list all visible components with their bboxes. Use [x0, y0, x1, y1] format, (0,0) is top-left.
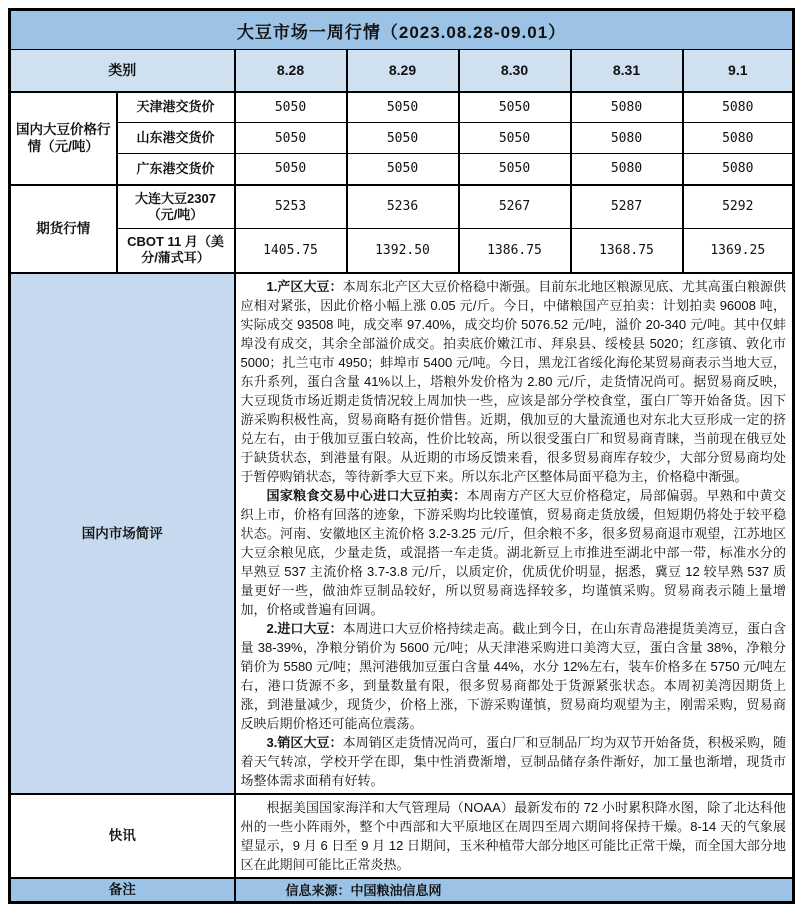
- cell-value: 5050: [347, 123, 459, 154]
- commentary-paragraph-3-body: 本周进口大豆价格持续走高。截止到今日，在山东青岛港提货美湾豆，蛋白含量 38-39%，净粮分销价为 5600 元/吨；从天津港采购进口美湾大豆，蛋白含量 38%，净粮分销价为 5580 元/吨；黑河港俄加豆蛋白含量 44%，水分 12%左右，装车价格多在 5750 元/吨左右，港口货源不多，到量数量有限，很多贸易商都处于货源紧张状态。本周初美湾因期货上涨，到港量减少，现货少，价格上涨，下游采购谨慎，贸易商均观望为主，刚需采购，贸易商反映后期价格还可能高位震荡。: [240, 620, 787, 731]
- table-row-shandong: [10, 123, 794, 154]
- cell-value: 1392.50: [347, 229, 459, 273]
- commentary-paragraph-1-body: 本周东北产区大豆价格稳中渐强。目前东北地区粮源见底、尤其高蛋白粮源供应相对紧张，因此价格小幅上涨 0.05 元/斤。今日，中储粮国产豆拍卖：计划拍卖 96008 吨，实际成交 93508 吨，成交率 97.40%，成交均价 5076.52 元/吨，溢价 20-340 元/吨。其中仅蚌埠没有成交，其余全部溢价成交。拍卖底价嫩江市、拜泉县、绥棱县 5020；红彦镇、敦化市 5000；扎兰屯市 4950；蚌埠市 5400 元/吨。今日，黑龙江省绥化海伦某贸易商表示当地大豆，东升系列，蛋白含量 41%以上，塔粮外发价格为 2.80 元/斤，走货情况尚可。据贸易商反映，大豆现货市场近期走货情况较上周加快一些，应该是部分学校食堂，蛋白厂等开始备货。因下游采购积极性高，贸易商略有挺价惜售。近期，俄加豆的大量流通也对东北大豆形成一定的挤兑左右，由于俄加豆蛋白较高，性价比较高，所以很受蛋白厂和贸易商青睐，当前现在俄豆处于缺货状态，到港量有限。从近期的市场反馈来看，很多贸易商库存较少，大部分贸易商均处于暂停购销状态，等待新季大豆下来。所以东北产区整体局面平稳为主，价格稳中渐强。: [240, 278, 787, 484]
- section-label-commentary: 国内市场简评: [10, 273, 235, 794]
- column-header-category: 类别: [10, 50, 235, 92]
- cell-value: 1405.75: [235, 229, 347, 273]
- section-label-express: 快讯: [10, 794, 235, 878]
- cell-value: 5253: [235, 185, 347, 229]
- row-label-shandong: 山东港交货价: [117, 123, 235, 154]
- cell-value: 5050: [347, 92, 459, 123]
- row-label-tianjin: 天津港交货价: [117, 92, 235, 123]
- title-row: [10, 10, 794, 50]
- commentary-text: [235, 273, 794, 794]
- commentary-row: [10, 273, 794, 794]
- table-row-cbot: [10, 229, 794, 273]
- column-header-date-3: 8.30: [459, 50, 571, 92]
- cell-value: 1368.75: [571, 229, 683, 273]
- express-paragraph: 根据美国国家海洋和大气管理局（NOAA）最新发布的 72 小时累积降水图，除了北达科他州的一些小阵雨外，整个中西部和大平原地区在周四至周六期间将保持干燥。8-14 天的气象展望显示，9 月 6 日至 9 月 12 日期间，玉米种植带大部分地区可能比正常干燥，而全国大部分地区在此期间可能比正常炎热。: [240, 799, 787, 872]
- cell-value: 5080: [571, 123, 683, 154]
- header-row: [10, 50, 794, 92]
- cell-value: 5050: [459, 123, 571, 154]
- cell-value: 5050: [459, 154, 571, 185]
- cell-value: 5080: [683, 92, 794, 123]
- soybean-weekly-table: [8, 8, 795, 904]
- commentary-paragraph-4-body: 本周销区走货情况尚可，蛋白厂和豆制品厂均为双节开始备货，积极采购，随着天气转凉，学校开学在即，集中性消费渐增，豆制品储存条件渐好，加工量也渐增，现货市场整体需求面稍有好转。: [240, 734, 787, 788]
- report-title: 大豆市场一周行情（2023.08.28-09.01）: [10, 10, 794, 50]
- cell-value: 5080: [683, 154, 794, 185]
- row-label-dalian: 大连大豆2307（元/吨）: [117, 185, 235, 229]
- report-sheet: [8, 8, 792, 904]
- table-row-dalian: [10, 185, 794, 229]
- cell-value: 5050: [459, 92, 571, 123]
- cell-value: 5080: [571, 154, 683, 185]
- cell-value: 5050: [235, 123, 347, 154]
- row-label-guangdong: 广东港交货价: [117, 154, 235, 185]
- column-header-date-2: 8.29: [347, 50, 459, 92]
- info-source: 信息来源：中国粮油信息网: [235, 878, 794, 903]
- column-header-date-4: 8.31: [571, 50, 683, 92]
- commentary-paragraph-3: [241, 619, 787, 733]
- cell-value: 5287: [571, 185, 683, 229]
- cell-value: 5050: [347, 154, 459, 185]
- table-row-guangdong: [10, 154, 794, 185]
- cell-value: 5050: [235, 154, 347, 185]
- cell-value: 5267: [459, 185, 571, 229]
- cell-value: 1386.75: [459, 229, 571, 273]
- commentary-paragraph-4-lead: 3.销区大豆：: [266, 734, 343, 750]
- commentary-paragraph-3-lead: 2.进口大豆：: [266, 620, 343, 636]
- commentary-paragraph-1: [241, 277, 787, 486]
- note-row: [10, 878, 794, 903]
- express-row: [10, 794, 794, 878]
- cell-value: 1369.25: [683, 229, 794, 273]
- cell-value: 5080: [571, 92, 683, 123]
- column-header-date-5: 9.1: [683, 50, 794, 92]
- express-text: [235, 794, 794, 878]
- cell-value: 5236: [347, 185, 459, 229]
- cell-value: 5080: [683, 123, 794, 154]
- commentary-paragraph-1-lead: 1.产区大豆：: [266, 278, 343, 294]
- commentary-paragraph-2-body: 本周南方产区大豆价格稳定，局部偏弱。早熟和中黄交织上市，价格有回落的迹象，下游采购均比较谨慎，贸易商走货放缓，但短期仍将处于较平稳状态。河南、安徽地区主流价格 3.2-3.25 元/斤，但余粮不多，很多贸易商退市观望，江苏地区大豆余粮见底，少量走货，或混搭一车走货。湖北新豆上市推进至湖北中部一带，标准水分的早熟豆 537 主流价格 3.7-3.8 元/斤，以质定价，优质优价明显，据悉，冀豆 12 较早熟 537 质量更好一些，做油炸豆制品较好，所以贸易商选择较多，均谨慎采购。贸易商表示随上量增加，价格或普遍有回调。: [240, 487, 787, 617]
- section-label-futures: 期货行情: [10, 185, 117, 273]
- commentary-paragraph-4: [241, 733, 787, 790]
- cell-value: 5292: [683, 185, 794, 229]
- row-label-cbot: CBOT 11 月（美分/蒲式耳）: [117, 229, 235, 273]
- commentary-paragraph-2-lead: 国家粮食交易中心进口大豆拍卖：: [266, 487, 467, 503]
- commentary-paragraph-2: [241, 486, 787, 619]
- section-label-note: 备注: [10, 878, 235, 903]
- table-row-tianjin: [10, 92, 794, 123]
- cell-value: 5050: [235, 92, 347, 123]
- column-header-date-1: 8.28: [235, 50, 347, 92]
- section-label-domestic-price: 国内大豆价格行情（元/吨）: [10, 92, 117, 185]
